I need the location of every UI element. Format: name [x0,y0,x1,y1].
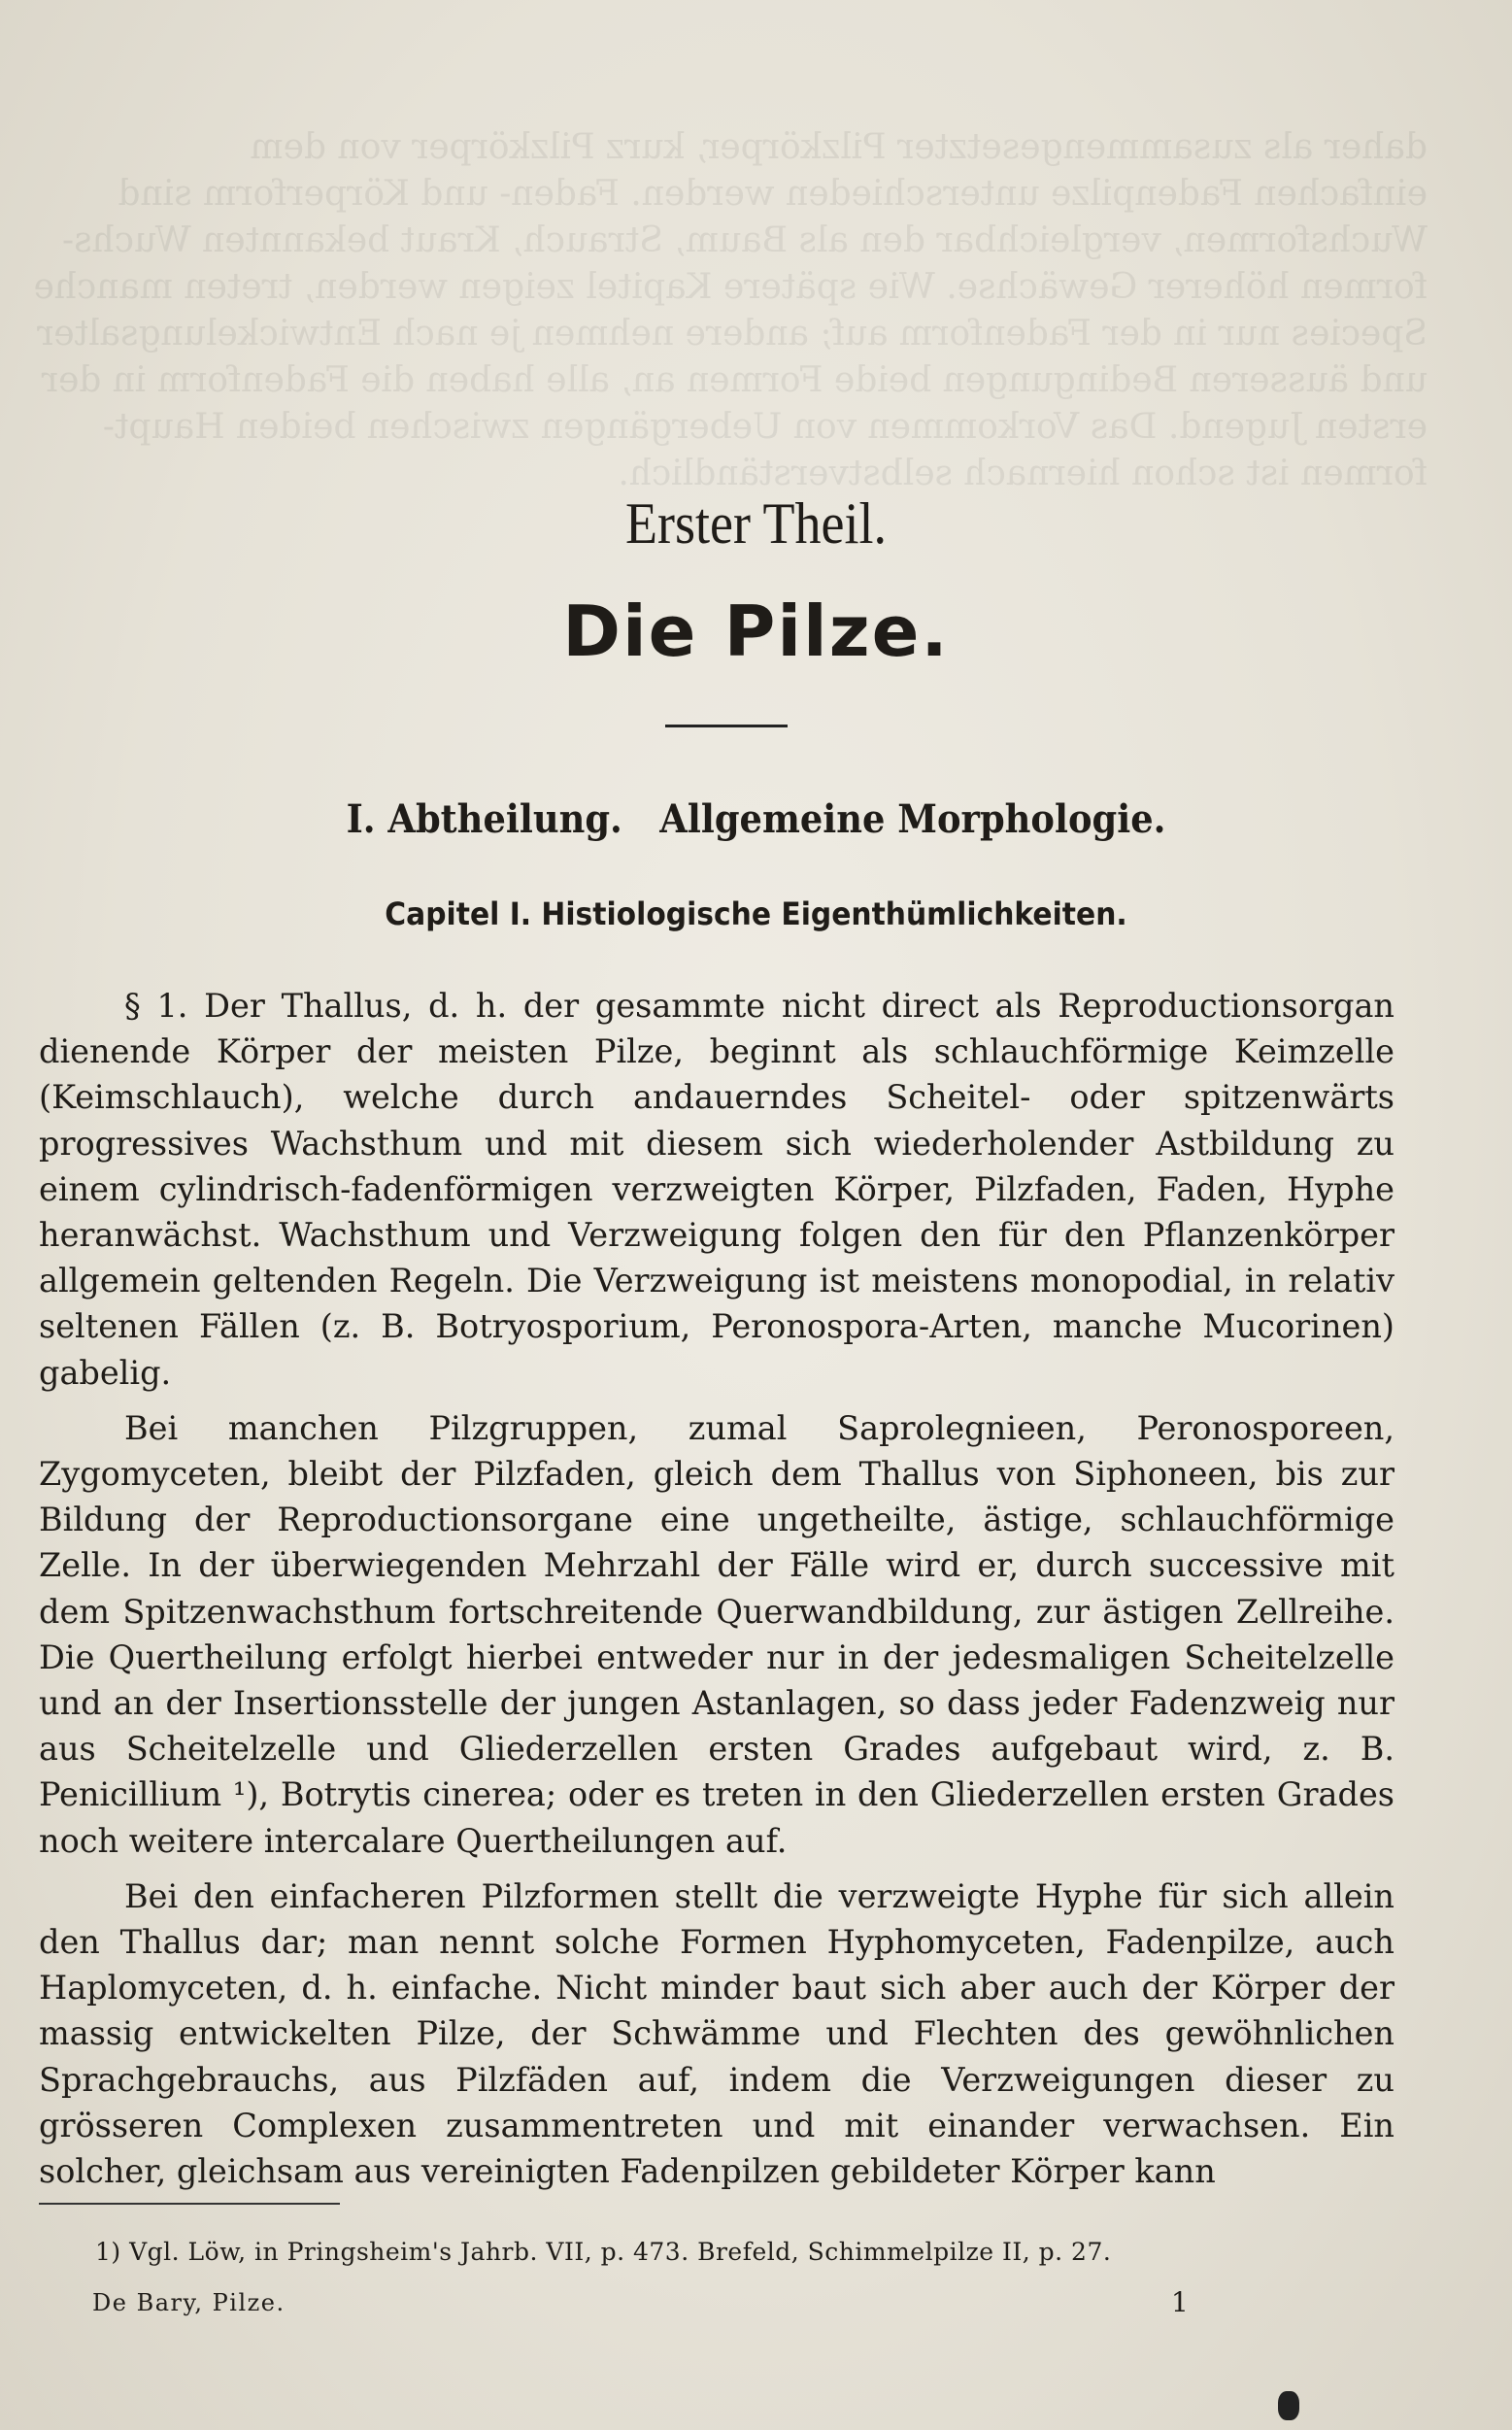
division-heading: I. Abtheilung. Allgemeine Morphologie. [346,796,1166,842]
book-title: Die Pilze. [562,591,950,672]
chapter-heading: Capitel I. Histiologische Eigenthümlichkeiten. [385,895,1127,932]
ink-speck [1278,2391,1299,2420]
footnote: 1) Vgl. Löw, in Pringsheim's Jahrb. VII, p. 473. Brefeld, Schimmelpilze II, p. 27. [95,2238,1112,2266]
bleed-through-text: daher als zusammengesetzter Pilzkörper, kurz Pilzkörper von dem einfachen Fadenpilze unterschieden werden. Faden- und Körperform sind Wuchsformen, vergleichbar den als Baum, Strauch, Kraut bekannten Wuchs- formen höherer Gewächse. Wie spätere Kapitel zeigen werden, treten manche Species nur in der Fadenform auf; andere nehmen je nach Entwickelungsalter und äusseren Bedingungen beide Formen an, alle haben die Fadenform in der ersten Jugend. Das Vorkommen von Uebergängen zwischen beiden Haupt- formen ist schon hiernach selbstverständlich. [33,127,1428,493]
paragraph-1: § 1. Der Thallus, d. h. der gesammte nicht direct als Reproductionsorgan dienende Körper der meisten Pilze, beginnt als schlauchförmige Keimzelle (Keimschlauch), welche durch andauerndes Scheitel- oder spitzenwärts progressives Wachsthum und mit diesem sich wiederholender Astbildung zu einem cylindrisch-fadenförmigen verzweigten Körper, Pilzfaden, Faden, Hyphe heranwächst. Wachsthum und Verzweigung folgen den für den Pflanzenkörper allgemein geltenden Regeln. Die Verzweigung ist meistens monopodial, in relativ seltenen Fällen (z. B. Botryosporium, Peronospora-Arten, manche Mucorinen) gabelig. [39,987,1394,1392]
page-number: 1 [1171,2286,1189,2318]
signature-mark: De Bary, Pilze. [92,2289,286,2316]
footnote-rule [39,2203,340,2205]
body-text [39,983,1394,2194]
title-divider [665,725,788,727]
paragraph-2: Bei manchen Pilzgruppen, zumal Saprolegnieen, Peronosporeen, Zygomyceten, bleibt der Pilzfaden, gleich dem Thallus von Siphoneen, bis zur Bildung der Reproductionsorgane eine ungetheilte, ästige, schlauchförmige Zelle. In der überwiegenden Mehrzahl der Fälle wird er, durch successive mit dem Spitzenwachsthum fortschreitende Querwandbildung, zur ästigen Zellreihe. Die Quertheilung erfolgt hierbei entweder nur in der jedesmaligen Scheitelzelle und an der Insertionsstelle der jungen Astanlagen, so dass jeder Fadenzweig nur aus Scheitelzelle und Gliederzellen ersten Grades aufgebaut wird, z. B. Penicillium ¹), Botrytis cinerea; oder es treten in den Gliederzellen ersten Grades noch weitere intercalare Quertheilungen auf. [39,1408,1394,1860]
part-heading: Erster Theil. [625,491,887,556]
paragraph-3: Bei den einfacheren Pilzformen stellt die verzweigte Hyphe für sich allein den Thallus dar; man nennt solche Formen Hyphomyceten, Fadenpilze, auch Haplomyceten, d. h. einfache. Nicht minder baut sich aber auch der Körper der massig entwickelten Pilze, der Schwämme und Flechten des gewöhnlichen Sprachgebrauchs, aus Pilzfäden auf, indem die Verzweigungen dieser zu grösseren Complexen zusammentreten und mit einander verwachsen. Ein solcher, gleichsam aus vereinigten Fadenpilzen gebildeter Körper kann [39,1876,1394,2191]
